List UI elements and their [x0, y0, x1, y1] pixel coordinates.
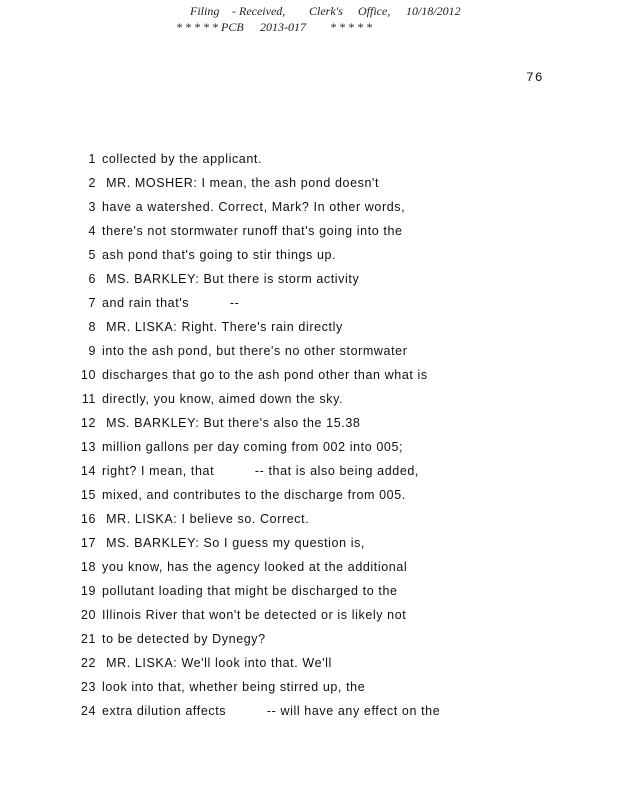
transcript-line [0, 272, 618, 292]
transcript-line [0, 344, 618, 364]
line-number: 7 [88, 296, 96, 310]
line-text: mixed, and contributes to the discharge from 005. [102, 488, 406, 502]
transcript-line [0, 632, 618, 652]
page-number: 76 [526, 70, 544, 85]
line-number: 17 [80, 536, 96, 550]
stamp-received: - Received, [232, 4, 286, 18]
transcript-line [0, 488, 618, 508]
line-number: 11 [81, 392, 96, 406]
line-number: 18 [80, 560, 96, 574]
line-text: to be detected by Dynegy? [102, 632, 266, 646]
line-number: 12 [80, 416, 96, 430]
transcript-line [0, 320, 618, 340]
line-text: right? I mean, that -- that is also being added, [102, 464, 419, 478]
transcript-line [0, 704, 618, 724]
line-number: 15 [80, 488, 96, 502]
stamp-office: Office, [358, 4, 391, 18]
transcript-line [0, 536, 618, 556]
stamp-docket: 2013-017 [260, 20, 306, 34]
transcript-line [0, 680, 618, 700]
line-number: 3 [88, 200, 96, 214]
transcript-line [0, 584, 618, 604]
transcript-line [0, 608, 618, 628]
line-text: MR. LISKA: I believe so. Correct. [102, 512, 310, 526]
line-number: 6 [88, 272, 96, 286]
transcript-line [0, 512, 618, 532]
line-number: 8 [88, 320, 96, 334]
line-number: 21 [80, 632, 96, 646]
stamp-stars: * * * * * [330, 20, 372, 34]
transcript-line [0, 224, 618, 244]
line-number: 2 [88, 176, 96, 190]
stamp-filing: Filing [190, 4, 220, 18]
transcript-line [0, 176, 618, 196]
line-text: MS. BARKLEY: So I guess my question is, [102, 536, 365, 550]
transcript-line [0, 440, 618, 460]
line-text: MS. BARKLEY: But there's also the 15.38 [102, 416, 361, 430]
line-text: you know, has the agency looked at the additional [102, 560, 408, 574]
line-text: MR. LISKA: Right. There's rain directly [102, 320, 343, 334]
line-number: 22 [80, 656, 96, 670]
line-text: ash pond that's going to stir things up. [102, 248, 337, 262]
line-text: there's not stormwater runoff that's going into the [102, 224, 403, 238]
line-number: 1 [88, 152, 96, 166]
transcript-line [0, 368, 618, 388]
transcript-line [0, 248, 618, 268]
transcript-line [0, 560, 618, 580]
line-number: 19 [80, 584, 96, 598]
line-text: discharges that go to the ash pond other than what is [102, 368, 428, 382]
transcript-line [0, 392, 618, 412]
line-number: 13 [80, 440, 96, 454]
line-text: look into that, whether being stirred up, the [102, 680, 366, 694]
stamp-clerks: Clerk's [309, 4, 343, 18]
line-number: 20 [80, 608, 96, 622]
line-number: 14 [80, 464, 96, 478]
line-text: directly, you know, aimed down the sky. [102, 392, 344, 406]
transcript-line [0, 416, 618, 436]
line-number: 5 [88, 248, 96, 262]
transcript-line [0, 296, 618, 316]
line-text: have a watershed. Correct, Mark? In other words, [102, 200, 406, 214]
transcript-line [0, 464, 618, 484]
line-text: collected by the applicant. [102, 152, 263, 166]
stamp-pcb: * * * * * PCB [176, 20, 244, 34]
line-number: 24 [80, 704, 96, 718]
line-number: 10 [80, 368, 96, 382]
line-text: MR. MOSHER: I mean, the ash pond doesn't [102, 176, 380, 190]
line-number: 23 [80, 680, 96, 694]
line-text: MS. BARKLEY: But there is storm activity [102, 272, 360, 286]
line-text: extra dilution affects -- will have any effect on the [102, 704, 441, 718]
line-number: 16 [80, 512, 96, 526]
stamp-date: 10/18/2012 [406, 4, 461, 18]
line-text: pollutant loading that might be discharged to the [102, 584, 398, 598]
line-text: MR. LISKA: We'll look into that. We'll [102, 656, 332, 670]
line-number: 4 [88, 224, 96, 238]
transcript-line [0, 200, 618, 220]
transcript-line [0, 152, 618, 172]
line-text: Illinois River that won't be detected or is likely not [102, 608, 407, 622]
line-text: into the ash pond, but there's no other stormwater [102, 344, 408, 358]
line-text: and rain that's -- [102, 296, 240, 310]
line-number: 9 [88, 344, 96, 358]
transcript-line [0, 656, 618, 676]
line-text: million gallons per day coming from 002 into 005; [102, 440, 404, 454]
